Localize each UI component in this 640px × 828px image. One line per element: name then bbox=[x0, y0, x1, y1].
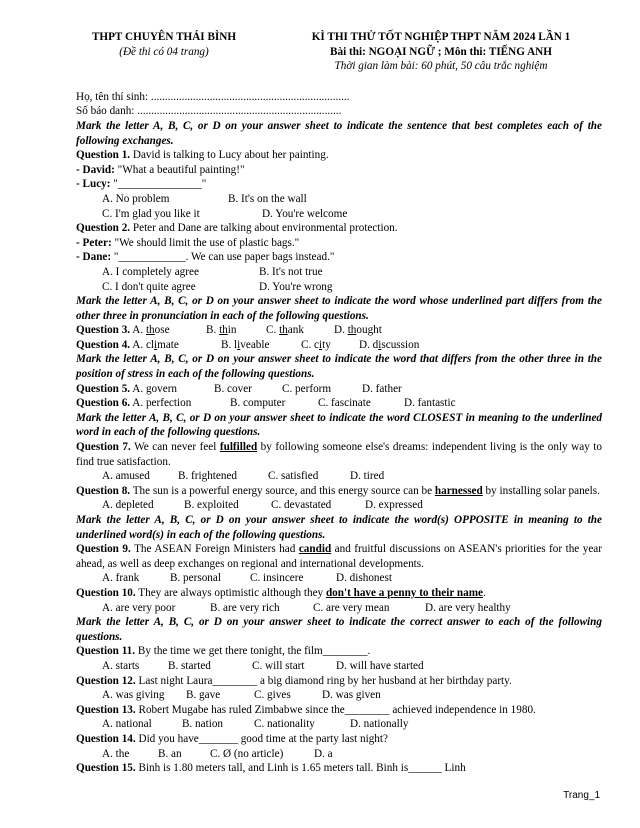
option-c[interactable]: C. will start bbox=[252, 659, 305, 672]
option-a[interactable]: A. climate bbox=[130, 338, 179, 351]
option-a[interactable]: A. frank bbox=[102, 572, 140, 585]
question-15 bbox=[76, 761, 602, 776]
option-c[interactable]: C. insincere bbox=[250, 572, 304, 585]
option-d[interactable]: D. nationally bbox=[350, 718, 409, 731]
candidate-id-line: Số báo danh: ......................................................................... bbox=[76, 105, 342, 118]
option-d[interactable]: D. fantastic bbox=[404, 397, 456, 410]
option-c[interactable]: C. nationality bbox=[254, 718, 315, 731]
question-label: Question 13. bbox=[76, 703, 136, 716]
option-c[interactable]: C. city bbox=[301, 338, 331, 351]
options-row bbox=[76, 659, 602, 674]
options-row bbox=[76, 207, 602, 222]
options-row bbox=[76, 688, 602, 703]
options-row bbox=[76, 571, 602, 586]
question-2 bbox=[76, 221, 602, 236]
option-b[interactable]: B. personal bbox=[170, 572, 221, 585]
question-text: Robert Mugabe has ruled Zimbabwe since the________ achieved independence in 1980. bbox=[135, 703, 536, 716]
question-label: Question 8. bbox=[76, 484, 131, 497]
dialogue-line-peter bbox=[76, 236, 602, 251]
option-a[interactable]: A. perfection bbox=[130, 397, 192, 410]
option-a[interactable]: A. are very poor bbox=[102, 601, 176, 614]
options-row bbox=[76, 192, 602, 207]
question-7: Question 7. We can never feel fulfilled by following someone else's dreams: independent living is the only way to find true satisfaction. bbox=[76, 441, 602, 468]
option-c[interactable]: C. fascinate bbox=[318, 397, 371, 410]
target-word: harnessed bbox=[434, 484, 483, 497]
option-a[interactable]: A. amused bbox=[102, 470, 150, 483]
question-13 bbox=[76, 703, 602, 718]
speaker-name: - Peter: bbox=[76, 236, 112, 249]
option-c[interactable]: C. I'm glad you like it bbox=[102, 207, 200, 220]
speaker-name: - Dane: bbox=[76, 251, 112, 264]
options-row bbox=[76, 747, 602, 762]
option-a[interactable]: A. No problem bbox=[102, 192, 170, 205]
speaker-line: "What a beautiful painting!" bbox=[114, 163, 245, 176]
question-text: Last night Laura________ a big diamond ring by her husband at her birthday party. bbox=[135, 674, 512, 687]
question-1 bbox=[76, 148, 602, 163]
speaker-name: - David: bbox=[76, 163, 115, 176]
option-b[interactable]: B. It's on the wall bbox=[228, 192, 307, 205]
question-4 bbox=[76, 338, 602, 353]
exam-header bbox=[64, 30, 606, 74]
options-row bbox=[76, 717, 602, 732]
dialogue-line-david bbox=[76, 163, 602, 178]
question-label: Question 7. bbox=[76, 441, 131, 454]
option-d[interactable]: D. You're welcome bbox=[262, 207, 348, 220]
page-number: Trang_1 bbox=[563, 790, 600, 801]
option-d[interactable]: D. will have started bbox=[336, 659, 424, 672]
question-label: Question 4. bbox=[76, 338, 131, 351]
school-name: THPT CHUYÊN THÁI BÌNH bbox=[91, 31, 237, 43]
target-word: candid bbox=[298, 543, 332, 556]
question-label: Question 1. bbox=[76, 149, 131, 162]
speaker-line: "We should limit the use of plastic bags." bbox=[111, 236, 300, 249]
section-instruction-4: Mark the letter A, B, C, or D on your answer sheet to indicate the word CLOSEST in meaning to the underlined word in each of the following questions. bbox=[76, 411, 602, 439]
option-a[interactable]: A. I completely agree bbox=[102, 265, 199, 278]
options-row bbox=[76, 469, 602, 484]
options-row bbox=[76, 265, 602, 280]
section-instruction-2: Mark the letter A, B, C, or D on your answer sheet to indicate the word whose underlined part differs from the other three in pronunciation in each of the following questions. bbox=[76, 295, 602, 322]
question-label: Question 11. bbox=[76, 645, 136, 658]
question-label: Question 10. bbox=[76, 586, 136, 599]
question-6 bbox=[76, 396, 602, 411]
option-b[interactable]: B. thin bbox=[206, 324, 237, 337]
option-b[interactable]: B. It's not true bbox=[259, 265, 323, 278]
dialogue-line-dane bbox=[76, 250, 602, 265]
option-b[interactable]: B. nation bbox=[182, 718, 224, 731]
option-d[interactable]: D. dishonest bbox=[336, 572, 392, 585]
question-label: Question 6. bbox=[76, 397, 131, 410]
school-block bbox=[64, 30, 264, 74]
option-b[interactable]: B. an bbox=[158, 747, 182, 760]
pages-note: (Đề thi có 04 trang) bbox=[119, 45, 209, 58]
question-text: Did you have_______ good time at the party last night? bbox=[135, 732, 388, 745]
question-label: Question 12. bbox=[76, 674, 136, 687]
speaker-line: "____________. We can use paper bags instead." bbox=[111, 251, 335, 264]
option-d[interactable]: D. tired bbox=[350, 470, 385, 483]
question-text: By the time we get there tonight, the film________. bbox=[135, 645, 371, 658]
option-b[interactable]: B. computer bbox=[230, 397, 286, 410]
section-instruction-1: Mark the letter A, B, C, or D on your answer sheet to indicate the sentence that best completes each of the following exchanges. bbox=[76, 119, 602, 147]
question-label: Question 2. bbox=[76, 222, 131, 235]
option-c[interactable]: C. are very mean bbox=[313, 601, 390, 614]
section-instruction-5: Mark the letter A, B, C, or D on your answer sheet to indicate the word(s) OPPOSITE in meaning to the underlined word(s) in each of the following questions. bbox=[76, 514, 602, 541]
question-label: Question 5. bbox=[76, 382, 131, 395]
question-text: Binh is 1.80 meters tall, and Linh is 1.65 meters tall. Binh is______ Linh bbox=[135, 762, 466, 775]
option-b[interactable]: B. gave bbox=[186, 689, 221, 702]
option-b[interactable]: B. exploited bbox=[184, 499, 239, 512]
option-a[interactable]: A. depleted bbox=[102, 499, 154, 512]
option-a[interactable]: A. those bbox=[130, 324, 170, 337]
question-label: Question 14. bbox=[76, 732, 136, 745]
option-c[interactable]: C. perform bbox=[282, 382, 332, 395]
question-12 bbox=[76, 674, 602, 689]
question-11 bbox=[76, 644, 602, 659]
exam-info-block bbox=[276, 30, 606, 74]
question-9: Question 9. The ASEAN Foreign Ministers had candid and fruitful discussions on ASEAN's priorities for the year ahead, as well as deep exchanges on regional and international developments. bbox=[76, 543, 602, 570]
option-a[interactable]: A. national bbox=[102, 718, 152, 731]
option-a[interactable]: A. starts bbox=[102, 659, 140, 672]
option-d[interactable]: D. father bbox=[362, 382, 402, 395]
dialogue-line-lucy bbox=[76, 177, 602, 192]
option-b[interactable]: B. liveable bbox=[221, 338, 270, 351]
question-5 bbox=[76, 382, 602, 397]
target-word: fulfilled bbox=[219, 441, 258, 454]
option-b[interactable]: B. are very rich bbox=[210, 601, 280, 614]
question-8: Question 8. The sun is a powerful energy source, and this energy source can be harnessed by installing solar panels. bbox=[76, 484, 600, 497]
option-c[interactable]: C. gives bbox=[254, 689, 291, 702]
option-d[interactable]: D. are very healthy bbox=[425, 601, 511, 614]
option-c[interactable]: C. thank bbox=[266, 324, 304, 337]
option-a[interactable]: A. was giving bbox=[102, 689, 165, 702]
speaker-name: - Lucy: bbox=[76, 178, 111, 191]
option-d[interactable]: D. was given bbox=[322, 689, 381, 702]
target-phrase: don't have a penny to their name bbox=[325, 586, 483, 599]
option-b[interactable]: B. started bbox=[168, 659, 211, 672]
options-row bbox=[76, 601, 602, 616]
option-a[interactable]: A. the bbox=[102, 747, 130, 760]
options-row bbox=[76, 280, 602, 295]
question-label: Question 9. bbox=[76, 543, 131, 556]
question-text: Peter and Dane are talking about environmental protection. bbox=[130, 222, 398, 235]
section-instruction-6: Mark the letter A, B, C, or D on your answer sheet to indicate the correct answer to each of the following questions. bbox=[76, 616, 602, 643]
question-14 bbox=[76, 732, 602, 747]
option-d[interactable]: D. discussion bbox=[359, 338, 420, 351]
options-row bbox=[76, 498, 602, 513]
option-d[interactable]: D. a bbox=[314, 747, 333, 760]
question-label: Question 3. bbox=[76, 324, 131, 337]
option-d[interactable]: D. You're wrong bbox=[259, 280, 333, 293]
exam-subject: Bài thi: NGOẠI NGỮ ; Môn thi: TIẾNG ANH bbox=[330, 45, 552, 58]
option-c[interactable]: C. devastated bbox=[271, 499, 332, 512]
speaker-line: "_______________" bbox=[110, 178, 207, 191]
candidate-name-line: Họ, tên thí sinh: ....................................................................... bbox=[76, 90, 350, 103]
section-instruction-3: Mark the letter A, B, C, or D on your answer sheet to indicate the word that differs from the other three in the position of stress in each of the following questions. bbox=[76, 353, 602, 381]
question-10: Question 10. They are always optimistic although they don't have a penny to their name. bbox=[76, 586, 486, 599]
option-d[interactable]: D. thought bbox=[334, 324, 382, 337]
question-text: David is talking to Lucy about her painting. bbox=[130, 149, 329, 162]
exam-time: Thời gian làm bài: 60 phút, 50 câu trắc nghiệm bbox=[334, 60, 548, 73]
option-a[interactable]: A. govern bbox=[130, 382, 178, 395]
question-3 bbox=[76, 323, 602, 338]
exam-title: KÌ THI THỬ TỐT NGHIỆP THPT NĂM 2024 LẦN 1 bbox=[311, 31, 571, 43]
option-c[interactable]: C. Ø (no article) bbox=[210, 747, 284, 760]
option-c[interactable]: C. I don't quite agree bbox=[102, 280, 196, 293]
option-b[interactable]: B. frightened bbox=[178, 470, 238, 483]
option-b[interactable]: B. cover bbox=[214, 382, 252, 395]
option-d[interactable]: D. expressed bbox=[365, 499, 423, 512]
question-label: Question 15. bbox=[76, 762, 136, 775]
option-c[interactable]: C. satisfied bbox=[268, 470, 319, 483]
